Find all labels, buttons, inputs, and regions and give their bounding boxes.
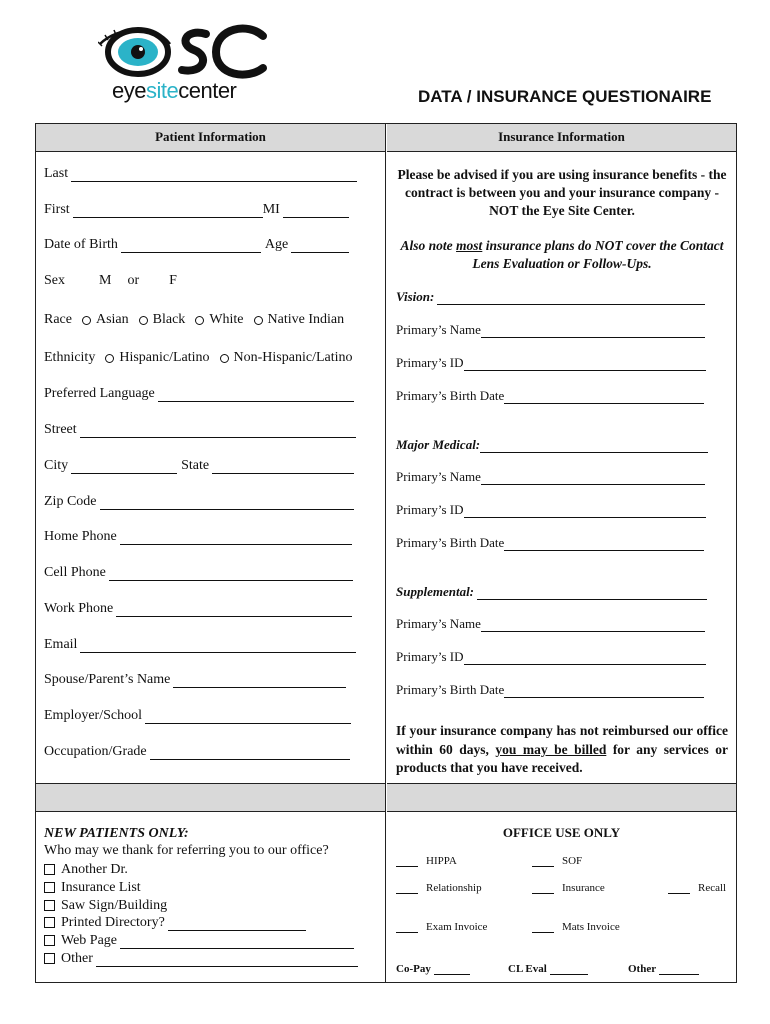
- office-insurance-field[interactable]: Insurance: [532, 882, 605, 894]
- supplemental-section-title[interactable]: Supplemental:: [396, 584, 707, 600]
- mi-label: MI: [262, 202, 280, 217]
- zip-label: Zip Code: [44, 494, 97, 509]
- employer-field[interactable]: [44, 708, 351, 724]
- spouse-field[interactable]: [44, 672, 346, 688]
- sex-f-option[interactable]: F: [169, 273, 177, 288]
- medical-primary-name-field[interactable]: Primary’s Name: [396, 469, 705, 485]
- city-label: City: [44, 458, 69, 473]
- office-exam-invoice-field[interactable]: Exam Invoice: [396, 921, 487, 933]
- new-patients-heading: NEW PATIENTS ONLY:: [44, 826, 189, 841]
- street-label: Street: [44, 422, 77, 437]
- logo-eye-icon: [98, 22, 268, 82]
- office-cl-eval-field[interactable]: CL Eval: [508, 963, 588, 975]
- employer-label: Employer/School: [44, 708, 142, 723]
- office-use-heading: OFFICE USE ONLY: [502, 825, 621, 840]
- referral-option-printed-directory[interactable]: Printed Directory?: [44, 915, 306, 931]
- ethnicity-option-hispanic: Hispanic/Latino: [119, 350, 210, 365]
- sex-m-option[interactable]: M: [99, 273, 112, 288]
- major-medical-section-title[interactable]: Major Medical:: [396, 437, 708, 453]
- home-phone-field[interactable]: [44, 529, 352, 545]
- cell-phone-label: Cell Phone: [44, 565, 106, 580]
- checkbox-icon[interactable]: [44, 917, 55, 928]
- ethnicity-radio-icon[interactable]: [105, 354, 114, 363]
- home-phone-label: Home Phone: [44, 529, 117, 544]
- vision-section-title[interactable]: Vision:: [396, 289, 705, 305]
- checkbox-icon[interactable]: [44, 882, 55, 893]
- eye-site-center-logo: [98, 22, 268, 104]
- sex-label: Sex: [44, 273, 65, 288]
- referral-option-other[interactable]: Other: [44, 951, 358, 967]
- supplemental-primary-birth-date-field[interactable]: Primary’s Birth Date: [396, 682, 704, 698]
- race-field[interactable]: [44, 312, 344, 328]
- supplemental-primary-id-field[interactable]: Primary’s ID: [396, 649, 706, 665]
- cell-phone-field[interactable]: [44, 565, 353, 581]
- email-label: Email: [44, 637, 78, 652]
- referral-option-another-dr[interactable]: Another Dr.: [44, 862, 128, 878]
- race-option-asian: Asian: [95, 312, 129, 327]
- checkbox-icon[interactable]: [44, 953, 55, 964]
- street-field[interactable]: [44, 422, 356, 438]
- office-recall-field[interactable]: Recall: [668, 882, 726, 894]
- first-name-label: First: [44, 202, 70, 217]
- office-sof-field[interactable]: SOF: [532, 855, 582, 867]
- email-field[interactable]: [44, 637, 356, 653]
- language-field[interactable]: [44, 386, 354, 402]
- ethnicity-option-non-hispanic: Non-Hispanic/Latino: [233, 350, 353, 365]
- ethnicity-field[interactable]: [44, 350, 353, 366]
- supplemental-primary-name-field[interactable]: Primary’s Name: [396, 616, 705, 632]
- referral-option-web-page[interactable]: Web Page: [44, 933, 354, 949]
- insurance-info-heading: Insurance Information: [387, 124, 736, 152]
- language-label: Preferred Language: [44, 386, 155, 401]
- state-label: State: [181, 458, 210, 473]
- race-label: Race: [44, 312, 72, 327]
- race-radio-icon[interactable]: [82, 316, 91, 325]
- work-phone-label: Work Phone: [44, 601, 114, 616]
- age-label: Age: [264, 237, 289, 252]
- office-hippa-field[interactable]: HIPPA: [396, 855, 457, 867]
- spouse-label: Spouse/Parent’s Name: [44, 672, 171, 687]
- checkbox-icon[interactable]: [44, 900, 55, 911]
- dob-field[interactable]: [44, 237, 349, 253]
- ethnicity-radio-icon[interactable]: [220, 354, 229, 363]
- office-mats-invoice-field[interactable]: Mats Invoice: [532, 921, 620, 933]
- race-radio-icon[interactable]: [195, 316, 204, 325]
- zip-field[interactable]: [44, 494, 354, 510]
- occupation-field[interactable]: [44, 744, 350, 760]
- column-divider: [385, 123, 386, 983]
- office-relationship-field[interactable]: Relationship: [396, 882, 482, 894]
- sex-field[interactable]: [44, 273, 177, 289]
- referral-question: Who may we thank for referring you to our office?: [44, 843, 329, 858]
- office-other-field[interactable]: Other: [628, 963, 699, 975]
- city-state-field[interactable]: [44, 458, 354, 474]
- vision-primary-name-field[interactable]: Primary’s Name: [396, 322, 705, 338]
- reimbursement-notice: If your insurance company has not reimbursed our office within 60 days, you may be billed for any services or products that you have received.: [396, 723, 728, 775]
- race-option-black: Black: [152, 312, 186, 327]
- separator-bar-left: [36, 783, 385, 812]
- ethnicity-label: Ethnicity: [44, 350, 96, 365]
- referral-option-insurance-list[interactable]: Insurance List: [44, 880, 141, 896]
- vision-primary-id-field[interactable]: Primary’s ID: [396, 355, 706, 371]
- lens-notice: Also note most insurance plans do NOT cover the Contact Lens Evaluation or Follow-Ups.: [400, 238, 724, 271]
- patient-info-heading: Patient Information: [36, 124, 385, 152]
- insurance-notice: Please be advised if you are using insurance benefits - the contract is between you and your insurance company - NOT the Eye Site Center.: [397, 167, 727, 218]
- race-radio-icon[interactable]: [139, 316, 148, 325]
- occupation-label: Occupation/Grade: [44, 744, 147, 759]
- vision-primary-birth-date-field[interactable]: Primary’s Birth Date: [396, 388, 704, 404]
- page-title: DATA / INSURANCE QUESTIONAIRE: [418, 87, 712, 106]
- last-name-label: Last: [44, 166, 69, 181]
- medical-primary-id-field[interactable]: Primary’s ID: [396, 502, 706, 518]
- medical-primary-birth-date-field[interactable]: Primary’s Birth Date: [396, 535, 704, 551]
- checkbox-icon[interactable]: [44, 864, 55, 875]
- work-phone-field[interactable]: [44, 601, 352, 617]
- office-copay-field[interactable]: Co-Pay: [396, 963, 470, 975]
- checkbox-icon[interactable]: [44, 935, 55, 946]
- sex-or-text: or: [127, 273, 140, 288]
- logo-wordmark: eyesitecenter: [112, 78, 237, 103]
- race-radio-icon[interactable]: [254, 316, 263, 325]
- separator-bar-right: [387, 783, 736, 812]
- referral-option-saw-sign[interactable]: Saw Sign/Building: [44, 898, 167, 914]
- race-option-white: White: [209, 312, 244, 327]
- first-name-field[interactable]: [44, 202, 349, 218]
- last-name-field[interactable]: [44, 166, 357, 182]
- race-option-native-indian: Native Indian: [267, 312, 345, 327]
- dob-label: Date of Birth: [44, 237, 118, 252]
